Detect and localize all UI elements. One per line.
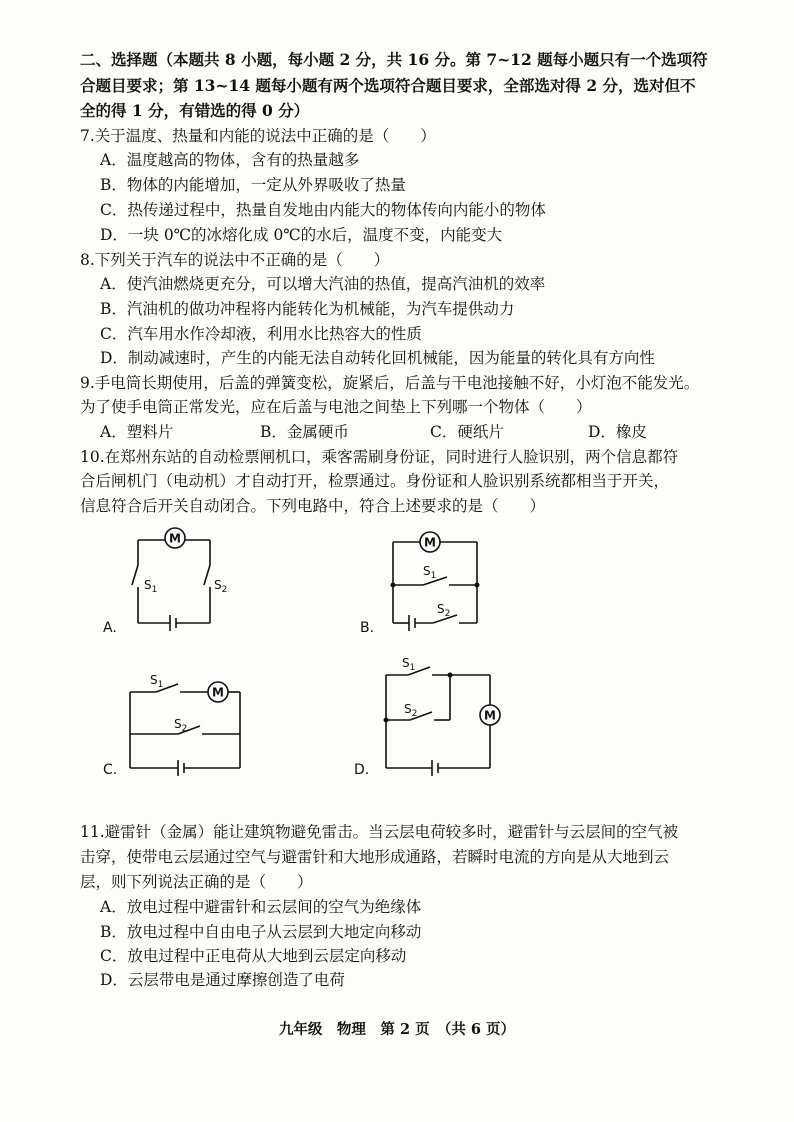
switch-s2-icon [204,565,210,585]
q9-option-d: D．橡皮 [588,423,647,441]
q8-option-b: B．汽油机的做功冲程将内能转化为机械能，为汽车提供动力 [100,300,515,318]
q8-stem: 8.下列关于汽车的说法中不正确的是（ ） [80,251,390,269]
q7-stem: 7.关于温度、热量和内能的说法中正确的是（ ） [80,127,436,145]
q9-stem-line1: 9.手电筒长期使用，后盖的弹簧变松，旋紧后，后盖与干电池接触不好，小灯泡不能发光。 [80,374,700,392]
circuit-a-diagram [130,525,228,635]
q9-option-b: B．金属硬币 [260,423,349,441]
circuit-c-diagram [128,672,248,782]
q9-option-a: A．塑料片 [100,423,174,441]
circuit-d-label: D. [354,762,370,778]
circuit-b-diagram [385,525,495,635]
section-header-line3: 全的得 1 分，有错选的得 0 分） [80,101,310,120]
q11-stem-line3: 层，则下列说法正确的是（ ） [80,873,313,891]
motor-symbol: M [169,531,181,546]
q11-option-d: D．云层带电是通过摩擦创造了电荷 [100,971,345,989]
q9-option-c: C．硬纸片 [430,423,504,441]
q10-stem-line2: 合后闸机门（电动机）才自动打开，检票通过。身份证和人脸识别系统都相当于开关， [80,472,670,490]
switch-s1-label: $S_1$ [423,564,437,581]
q11-stem-line2: 击穿，使带电云层通过空气与避雷针和大地形成通路，若瞬时电流的方向是从大地到云 [80,848,670,866]
switch-s2-label: $S_2$ [404,702,418,719]
section-header-line1: 二、选择题（本题共 8 小题，每小题 2 分，共 16 分。第 7~12 题每小题只有一个选项符 [80,50,708,69]
motor-symbol: M [484,708,496,723]
q7-option-d: D．一块 0℃的冰熔化成 0℃的水后，温度不变，内能变大 [100,226,503,244]
q8-option-a: A．使汽油燃烧更充分，可以增大汽油的热值，提高汽油机的效率 [100,275,546,293]
q10-stem-line3: 信息符合后开关自动闭合。下列电路中，符合上述要求的是（ ） [80,497,546,515]
switch-s2-label: $S_2$ [437,602,451,619]
switch-s1-label: $S_1$ [150,673,164,690]
q7-option-b: B．物体的内能增加，一定从外界吸收了热量 [100,176,406,194]
switch-s1-label: $S_1$ [402,656,416,673]
switch-s2-label: $S_2$ [174,717,188,734]
circuit-a-label: A. [103,620,117,636]
circuit-d-diagram [380,655,500,780]
q11-option-a: A．放电过程中避雷针和云层间的空气为绝缘体 [100,898,422,916]
switch-s1-label: $S_1$ [144,578,158,595]
q8-option-d: D．制动减速时，产生的内能无法自动转化回机械能，因为能量的转化具有方向性 [100,349,655,367]
section-header-line2: 合题目要求；第 13~14 题每小题有两个选项符合题目要求，全部选对得 2 分，选对但不 [80,76,696,95]
page-footer: 九年级 物理 第 2 页 （共 6 页） [278,1021,516,1038]
switch-s2-label: $S_2$ [214,578,228,595]
q10-stem-line1: 10.在郑州东站的自动检票闸机口，乘客需刷身份证，同时进行人脸识别，两个信息都符 [80,448,679,466]
q9-stem-line2: 为了使手电筒正常发光，应在后盖与电池之间垫上下列哪一个物体（ ） [80,398,592,416]
q7-option-a: A．温度越高的物体，含有的热量越多 [100,151,360,169]
q11-option-b: B．放电过程中自由电子从云层到大地定向移动 [100,923,422,941]
q11-stem-line1: 11.避雷针（金属）能让建筑物避免雷击。当云层电荷较多时，避雷针与云层间的空气被 [80,823,679,841]
q7-option-c: C．热传递过程中，热量自发地由内能大的物体传向内能小的物体 [100,201,546,219]
motor-symbol: M [424,535,436,550]
circuit-c-label: C. [103,762,118,778]
q8-option-c: C．汽车用水作冷却液，利用水比热容大的性质 [100,325,422,343]
circuit-b-label: B. [360,620,375,636]
q11-option-c: C．放电过程中正电荷从大地到云层定向移动 [100,947,407,965]
switch-s1-icon [132,565,138,585]
motor-symbol: M [212,685,224,700]
